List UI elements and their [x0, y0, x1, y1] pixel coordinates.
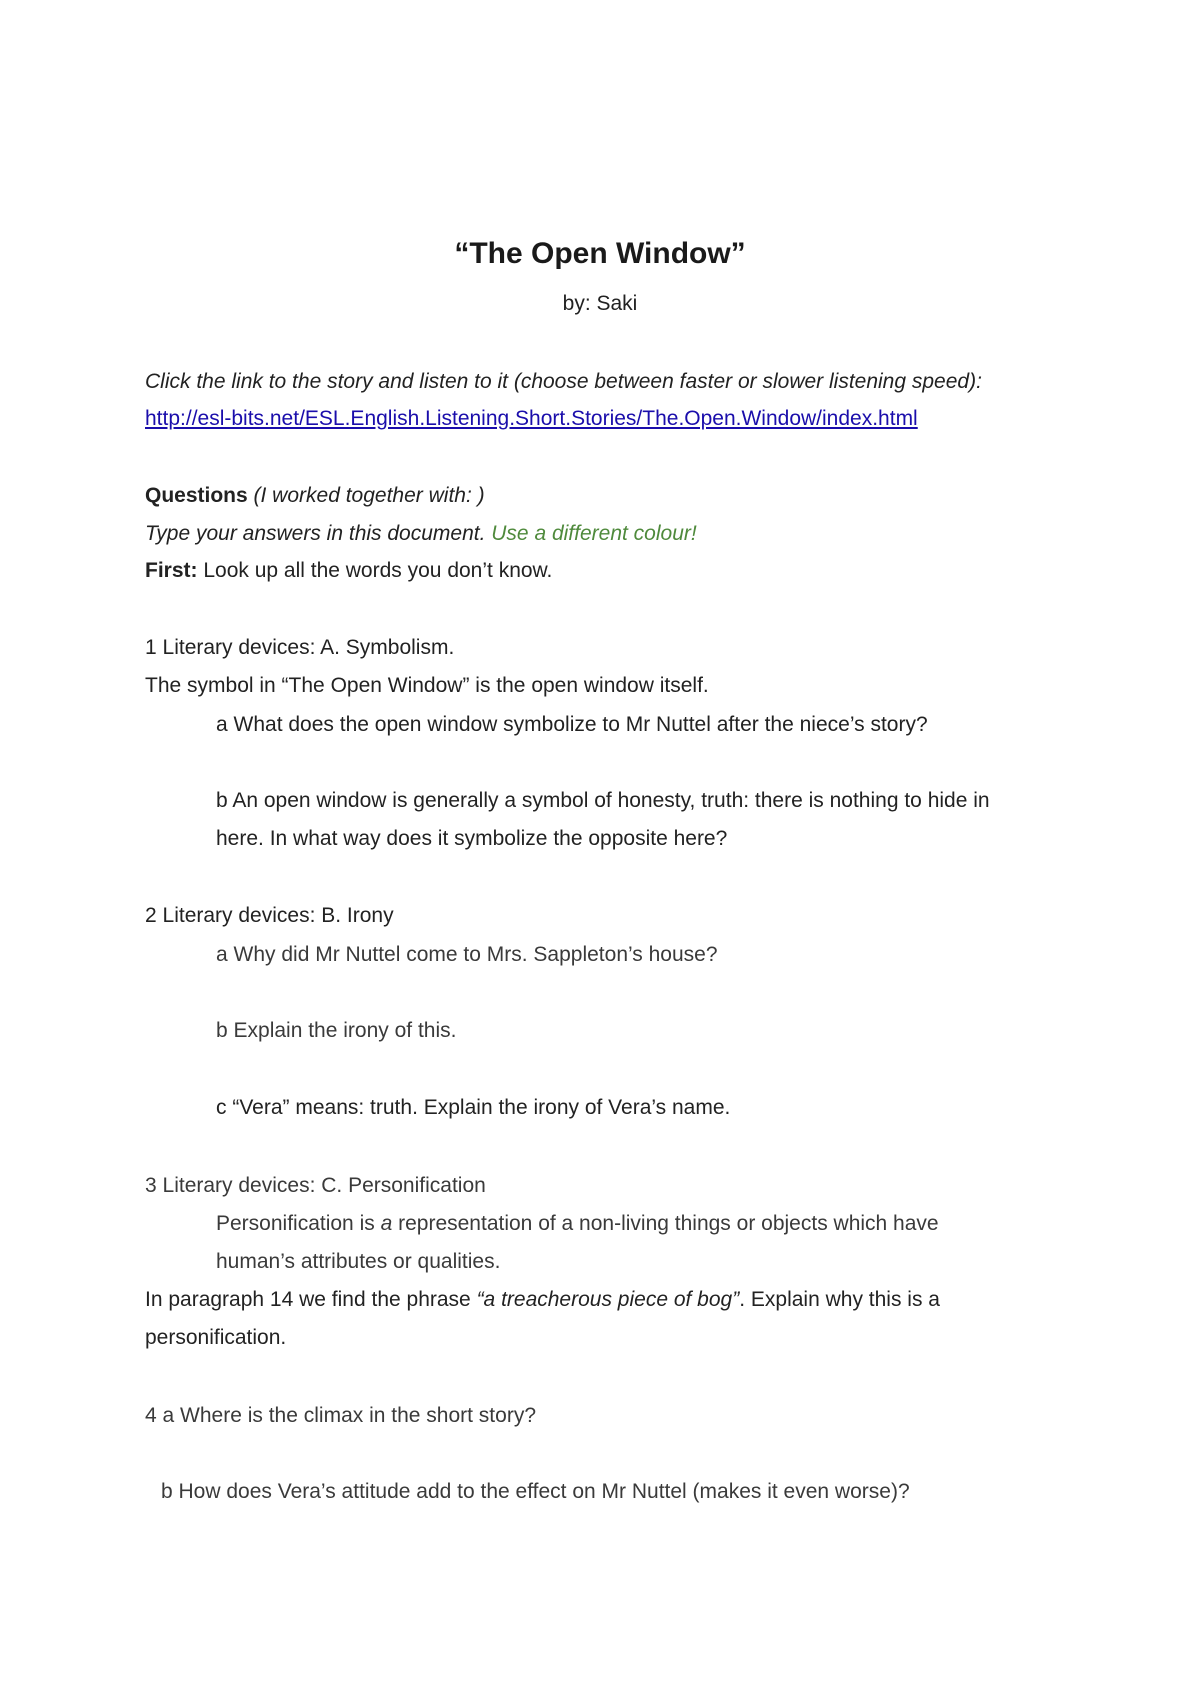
answers-instruction-line — [145, 521, 697, 547]
section2-question-b: b Explain the irony of this. — [216, 1019, 457, 1042]
section3-definition-line1 — [216, 1211, 939, 1237]
section4-question-a: 4 a Where is the climax in the short story? — [145, 1404, 536, 1427]
section2-heading: 2 Literary devices: B. Irony — [145, 904, 394, 927]
section3-question-part1: In paragraph 14 we find the phrase — [145, 1288, 477, 1311]
author-line: by: Saki — [562, 292, 638, 315]
section3-heading: 3 Literary devices: C. Personification — [145, 1174, 486, 1197]
first-instruction-line — [145, 558, 552, 584]
questions-note: (I worked together with: ) — [247, 484, 485, 507]
section1-question-b-line2: here. In what way does it symbolize the opposite here? — [216, 827, 728, 850]
section3-definition-part2: representation of a non-living things or objects which have — [392, 1212, 939, 1235]
section1-intro: The symbol in “The Open Window” is the open window itself. — [145, 674, 709, 697]
answers-instruction: Type your answers in this document. — [145, 522, 492, 545]
answers-colour-note: Use a different colour! — [491, 522, 697, 545]
section3-question-line1 — [145, 1287, 940, 1313]
story-link[interactable]: http://esl-bits.net/ESL.English.Listening.Short.Stories/The.Open.Window/index.html — [145, 407, 918, 430]
questions-heading-line — [145, 483, 485, 509]
section3-question-line2: personification. — [145, 1326, 287, 1349]
section3-question-part2: . Explain why this is a — [739, 1288, 940, 1311]
section4-question-b: b How does Vera’s attitude add to the effect on Mr Nuttel (makes it even worse)? — [161, 1480, 910, 1503]
first-label: First: — [145, 559, 198, 582]
section3-definition-part1: Personification is — [216, 1212, 381, 1235]
first-text: Look up all the words you don’t know. — [197, 559, 553, 582]
story-link-line — [145, 406, 918, 432]
section1-heading: 1 Literary devices: A. Symbolism. — [145, 636, 455, 659]
questions-heading: Questions — [145, 484, 248, 507]
section3-definition-italic: a — [380, 1212, 393, 1235]
section2-question-a: a Why did Mr Nuttel come to Mrs. Sappleton’s house? — [216, 943, 718, 966]
section1-question-a: a What does the open window symbolize to Mr Nuttel after the niece’s story? — [216, 713, 928, 736]
section3-definition-line2: human’s attributes or qualities. — [216, 1250, 501, 1273]
document-title: “The Open Window” — [454, 237, 746, 270]
instruction-text: Click the link to the story and listen to it (choose between faster or slower listening speed): — [145, 370, 982, 393]
section1-question-b-line1: b An open window is generally a symbol of honesty, truth: there is nothing to hide in — [216, 789, 990, 812]
section2-question-c: c “Vera” means: truth. Explain the irony of Vera’s name. — [216, 1096, 731, 1119]
section3-question-quote: “a treacherous piece of bog” — [476, 1288, 740, 1311]
